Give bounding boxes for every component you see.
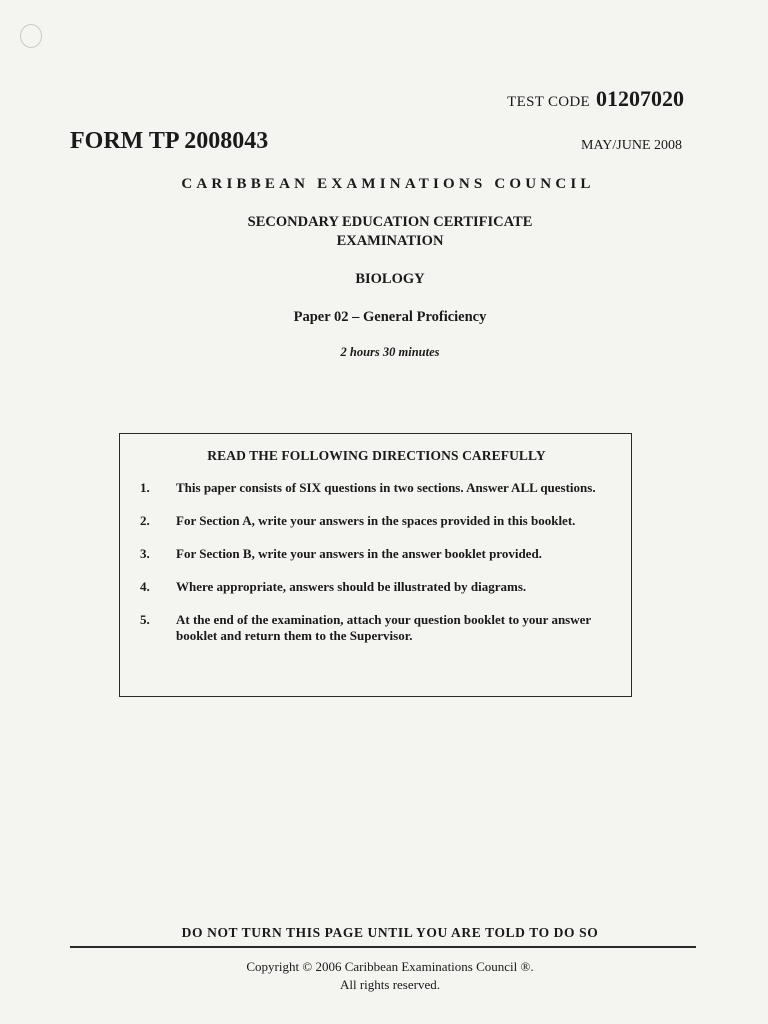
direction-item [140,579,613,595]
certificate-line-2: EXAMINATION [336,233,444,249]
form-code: FORM TP 2008043 [70,128,269,154]
direction-text: For Section B, write your answers in the answer booklet provided. [176,546,542,561]
exam-session: MAY/JUNE 2008 [581,138,682,153]
paper-title: Paper 02 – General Proficiency [293,309,487,325]
direction-item [140,612,613,644]
copyright-notice: Copyright © 2006 Caribbean Examinations Council ®. [246,959,534,974]
test-code-block [507,86,684,112]
directions-box [119,433,632,697]
direction-number: 1. [140,480,150,495]
council-name: CARIBBEAN EXAMINATIONS COUNCIL [181,176,595,192]
directions-title: READ THE FOLLOWING DIRECTIONS CAREFULLY [207,448,546,463]
direction-item [140,546,613,562]
footer-divider [70,946,696,948]
direction-number: 3. [140,546,150,561]
direction-text: At the end of the examination, attach your question booklet to your answer booklet and return them to the Supervisor. [176,612,591,643]
direction-text: This paper consists of SIX questions in two sections. Answer ALL questions. [176,480,596,495]
direction-text: For Section A, write your answers in the spaces provided in this booklet. [176,513,576,528]
test-code-label: TEST CODE [507,94,590,110]
direction-number: 5. [140,612,150,627]
direction-number: 4. [140,579,150,594]
direction-number: 2. [140,513,150,528]
direction-item [140,480,613,496]
direction-item [140,513,613,529]
certificate-line-1: SECONDARY EDUCATION CERTIFICATE [247,214,533,230]
do-not-turn-warning: DO NOT TURN THIS PAGE UNTIL YOU ARE TOLD TO DO SO [181,925,599,940]
rights-notice: All rights reserved. [339,977,440,992]
test-code-value: 01207020 [596,86,684,111]
punch-hole-mark [20,24,42,48]
direction-text: Where appropriate, answers should be illustrated by diagrams. [176,579,527,594]
exam-duration: 2 hours 30 minutes [340,345,440,359]
subject-title: BIOLOGY [355,271,425,287]
